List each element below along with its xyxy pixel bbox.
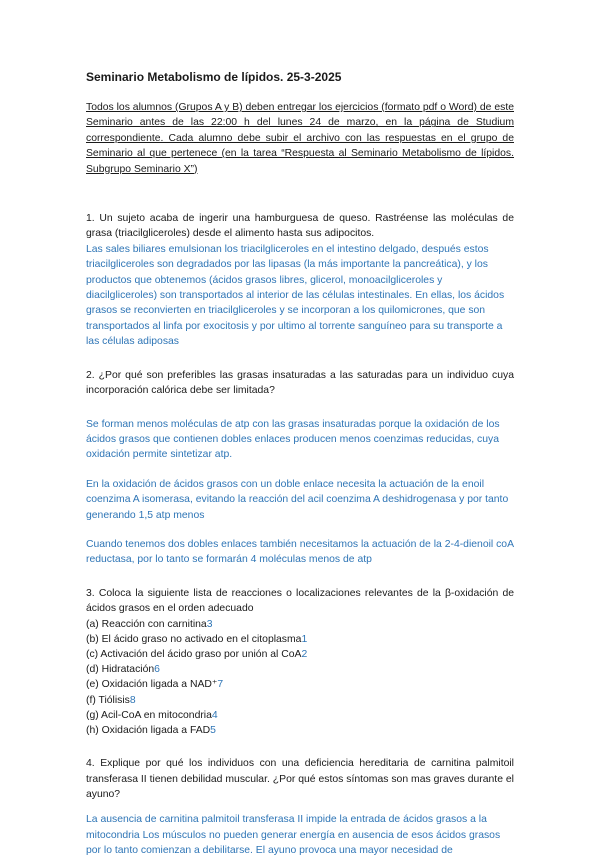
list-item: (d) Hidratación6 <box>86 664 160 676</box>
question-4: 4. Explique por qué los individuos con una deficiencia hereditaria de carnitina palmitoil transferasa II tienen debilidad muscular. ¿Por qué estos síntomas son mas graves durante el ayuno? <box>86 758 514 800</box>
question-1: 1. Un sujeto acaba de ingerir una hamburguesa de queso. Rastréense las moléculas de grasa (triacilgliceroles) desde el alimento hasta sus adipocitos. <box>86 213 514 240</box>
answer-1: Las sales biliares emulsionan los triacilgliceroles en el intestino delgado, después estos triacilgliceroles son degradados por las lipasas (la más importante la pancreática), y los productos que obtenemos (ácidos grasos libres, glicerol, monoacilgliceroles y diacilgliceroles) son transportados al interior de las células intestinales. En ellas, los ácidos grasos se reconvierten en triacilgliceroles y se incorporan a los quilomicrones, que son transportados al linfa por exocitosis y por ultimo al torrente sanguíneo para su transporte a las células adiposas <box>86 243 505 348</box>
document-title: Seminario Metabolismo de lípidos. 25-3-2025 <box>86 70 342 84</box>
list-item: (h) Oxidación ligada a FAD5 <box>86 724 216 736</box>
list-item: (c) Activación del ácido graso por unión al CoA2 <box>86 648 308 660</box>
ordering-list <box>86 617 514 739</box>
answer-4: La ausencia de carnitina palmitoil transferasa II impide la entrada de ácidos grasos a la mitocondria Los músculos no pueden generar energía en ausencia de esos ácidos grasos por lo tanto comienzan a debilitarse. El ayuno provoca una mayor necesidad de <box>86 814 501 857</box>
answer-2-part-1: Se forman menos moléculas de atp con las grasas insaturadas porque la oxidación de los ácidos grasos que contienen dobles enlaces producen menos coenzimas reducidas, cuya oxidación permite sintetizar atp. <box>86 418 500 461</box>
list-item: (a) Reacción con carnitina3 <box>86 618 213 630</box>
list-item: (g) Acil-CoA en mitocondria4 <box>86 709 218 721</box>
answer-2-part-3: Cuando tenemos dos dobles enlaces también necesitamos la actuación de la 2-4-dienoil coA reductasa, por lo tanto se formarán 4 moléculas menos de atp <box>86 538 514 566</box>
list-item: (b) El ácido graso no activado en el citoplasma1 <box>86 633 308 645</box>
list-item: (f) Tiólisis8 <box>86 694 136 706</box>
instructions-paragraph: Todos los alumnos (Grupos A y B) deben entregar los ejercicios (formato pdf o Word) de este Seminario antes de las 22:00 h del lunes 24 de marzo, en la página de Studium correspondiente. Cada alumno debe subir el archivo con las respuestas en el grupo de Seminario al que pertenece (en la tarea “Respuesta al Seminario Metabolismo de lípidos. Subgrupo Seminario X”) <box>86 102 514 175</box>
question-2: 2. ¿Por qué son preferibles las grasas insaturadas a las saturadas para un individuo cuya incorporación calórica debe ser limitada? <box>86 369 514 397</box>
question-3: 3. Coloca la siguiente lista de reacciones o localizaciones relevantes de la β-oxidación de ácidos grasos en el orden adecuado <box>86 587 514 615</box>
list-item: (e) Oxidación ligada a NAD⁺7 <box>86 679 224 691</box>
answer-2-part-2: En la oxidación de ácidos grasos con un doble enlace necesita la actuación de la enoil coenzima A isomerasa, evitando la reacción del acil coenzima A deshidrogenasa y por tanto generando 1,5 atp menos <box>86 478 509 521</box>
